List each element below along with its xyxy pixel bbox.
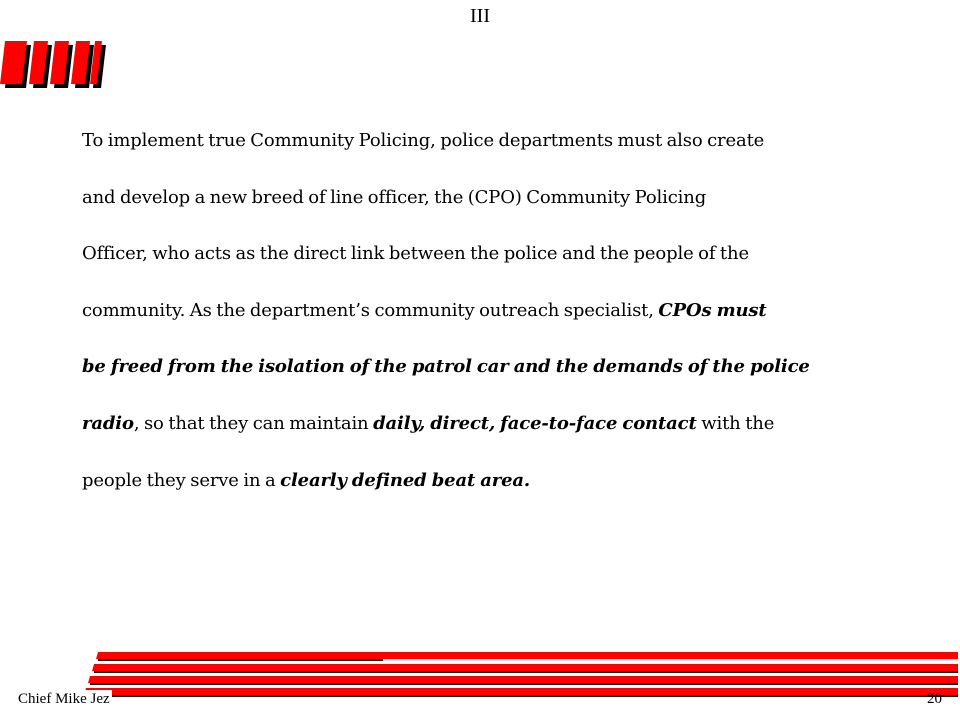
footer-red-stripes [0,652,960,698]
line-4-emphasis: CPOs must [658,299,767,321]
paragraph-line-5: be freed from the isolation of the patrol car and the demands of the police [82,356,810,378]
paragraph-line-4 [82,283,942,340]
body-paragraph [82,113,942,509]
line-7-text: people they serve in a [82,469,281,491]
paragraph-line-7 [82,453,942,510]
paragraph-line-2: and develop a new breed of line officer, the (CPO) Community Policing [82,186,707,208]
page-number: 20 [927,691,942,707]
red-bars-logo [0,40,110,96]
line-6-emphasis-radio: radio [82,412,134,434]
paragraph-line-1: To implement true Community Policing, police departments must also create [82,130,765,151]
line-6-text-a: , so that they can maintain [133,412,374,434]
section-number: III [470,5,490,27]
line-4-text: community. As the department’s community outreach specialist, [82,299,659,321]
stripe-fills [84,652,958,695]
paragraph-line-6 [82,396,942,453]
line-7-emphasis: clearly defined beat area. [280,469,531,491]
line-6-text-b: with the [696,412,775,434]
paragraph-line-3: Officer, who acts as the direct link between the police and the people of the [82,243,749,265]
line-6-emphasis-contact: daily, direct, face-to-face contact [373,412,697,434]
footer-author: Chief Mike Jez [18,691,110,707]
